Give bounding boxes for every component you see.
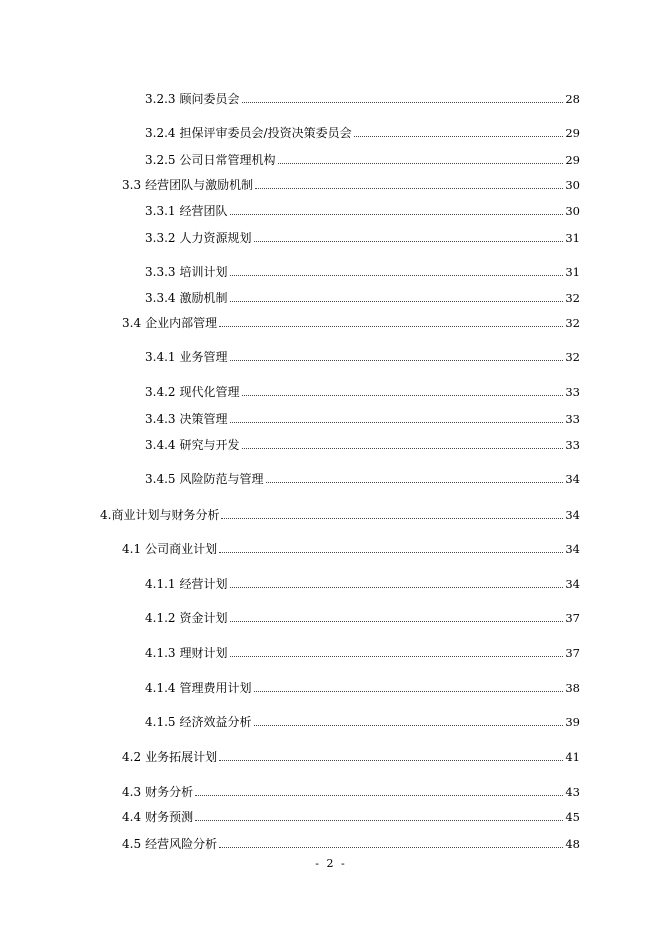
toc-entry[interactable] [145,408,580,426]
toc-entry[interactable] [145,607,580,625]
dot-leader [230,586,564,588]
dot-leader [230,274,564,276]
toc-title: 企业内部管理 [145,316,218,330]
toc-number: 3.4.4 [145,438,176,452]
dot-leader [221,517,563,519]
toc-title: 研究与开发 [179,438,240,452]
toc-entry[interactable] [145,468,580,486]
dot-leader [195,794,563,796]
toc-number: 3.4.1 [145,350,176,364]
toc-number: 4.4 [122,810,142,824]
toc-number: 3.3.4 [145,291,176,305]
dot-leader [266,481,564,483]
toc-entry[interactable] [145,434,580,452]
toc-number: 3.4 [122,316,142,330]
dot-leader [242,101,564,103]
toc-page-number: 32 [565,350,580,364]
toc-number: 4.2 [122,750,142,764]
toc-entry[interactable] [145,677,580,695]
toc-page-number: 33 [565,412,580,426]
dot-leader [230,213,564,215]
dot-leader [195,819,563,821]
dot-leader [230,359,564,361]
dot-leader [254,690,564,692]
toc-page-number: 31 [565,265,580,279]
toc-page-number: 45 [565,810,580,824]
dot-leader [255,187,563,189]
toc-title: 经济效益分析 [179,715,252,729]
toc-title: 激励机制 [179,291,228,305]
toc-page-number: 30 [565,178,580,192]
dot-leader [219,325,563,327]
toc-entry[interactable] [122,833,580,851]
toc-number: 4.3 [122,785,142,799]
toc-number: 3.3.2 [145,231,176,245]
dot-leader [230,421,564,423]
toc-entry[interactable] [145,711,580,729]
toc-page-number: 32 [565,291,580,305]
dot-leader [230,300,564,302]
toc-entry[interactable] [122,781,580,799]
toc-title: 经营团队 [179,204,228,218]
toc-entry[interactable] [145,381,580,399]
toc-entry[interactable] [122,538,580,556]
dot-leader [254,240,564,242]
toc-number: 3.3 [122,178,142,192]
toc-page-number: 43 [565,785,580,799]
toc-title: 担保评审委员会/投资决策委员会 [179,126,352,140]
toc-entry[interactable] [145,346,580,364]
dot-leader [230,620,564,622]
toc-title: 公司日常管理机构 [179,153,276,167]
toc-title: 决策管理 [179,412,228,426]
toc-number: 3.4.2 [145,385,176,399]
toc-entry[interactable] [122,312,580,330]
toc-number: 3.4.3 [145,412,176,426]
toc-entry[interactable] [100,504,580,522]
toc-page-number: 31 [565,231,580,245]
toc-title: 风险防范与管理 [179,472,264,486]
toc-entry[interactable] [145,200,580,218]
toc-entry[interactable] [145,287,580,305]
dot-leader [254,724,564,726]
toc-entry[interactable] [145,122,580,140]
dot-leader [219,759,563,761]
toc-title: 管理费用计划 [179,681,252,695]
toc-entry[interactable] [122,806,580,824]
toc-page-number: 30 [565,204,580,218]
toc-title: 经营风险分析 [145,837,218,851]
toc-page-number: 34 [565,542,580,556]
toc-title: 业务管理 [179,350,228,364]
toc-page-number: 34 [565,508,580,522]
toc-title: 公司商业计划 [145,542,218,556]
dot-leader [219,846,563,848]
toc-number: 3.3.3 [145,265,176,279]
toc-number: 4. [100,508,112,522]
toc-number: 3.2.4 [145,126,176,140]
toc-page-number: 29 [565,126,580,140]
dot-leader [354,135,564,137]
toc-title: 经营计划 [179,577,228,591]
toc-number: 4.1.2 [145,611,176,625]
toc-page-number: 37 [565,611,580,625]
toc-number: 3.2.5 [145,153,176,167]
toc-page-number: 33 [565,438,580,452]
toc-entry[interactable] [122,746,580,764]
toc-page-number: 34 [565,472,580,486]
toc-number: 4.1.1 [145,577,176,591]
toc-entry[interactable] [145,573,580,591]
toc-number: 4.1.3 [145,646,176,660]
toc-title: 人力资源规划 [179,231,252,245]
toc-entry[interactable] [122,174,580,192]
toc-number: 4.1.4 [145,681,176,695]
dot-leader [242,447,564,449]
page-footer-number: - 2 - [315,857,347,870]
toc-title: 业务拓展计划 [145,750,218,764]
toc-title: 理财计划 [179,646,228,660]
toc-number: 3.4.5 [145,472,176,486]
toc-entry[interactable] [145,149,580,167]
toc-page-number: 34 [565,577,580,591]
toc-page-number: 39 [565,715,580,729]
toc-title: 商业计划与财务分析 [111,508,220,522]
toc-title: 培训计划 [179,265,228,279]
toc-title: 财务分析 [145,785,194,799]
toc-page-number: 37 [565,646,580,660]
toc-title: 财务预测 [145,810,194,824]
toc-entry[interactable] [145,227,580,245]
toc-entry[interactable] [145,88,580,106]
toc-page-number: 28 [565,92,580,106]
toc-page-number: 48 [565,837,580,851]
toc-number: 4.5 [122,837,142,851]
toc-number: 4.1 [122,542,142,556]
toc-page-number: 38 [565,681,580,695]
dot-leader [230,655,564,657]
toc-number: 3.2.3 [145,92,176,106]
toc-page-number: 33 [565,385,580,399]
dot-leader [219,551,563,553]
toc-title: 资金计划 [179,611,228,625]
dot-leader [278,162,564,164]
toc-page-number: 29 [565,153,580,167]
toc-title: 顾问委员会 [179,92,240,106]
toc-entry[interactable] [145,261,580,279]
toc-number: 4.1.5 [145,715,176,729]
toc-number: 3.3.1 [145,204,176,218]
dot-leader [242,394,564,396]
toc-page-number: 41 [565,750,580,764]
toc-title: 经营团队与激励机制 [145,178,254,192]
toc-page-number: 32 [565,316,580,330]
toc-entry[interactable] [145,642,580,660]
toc-title: 现代化管理 [179,385,240,399]
